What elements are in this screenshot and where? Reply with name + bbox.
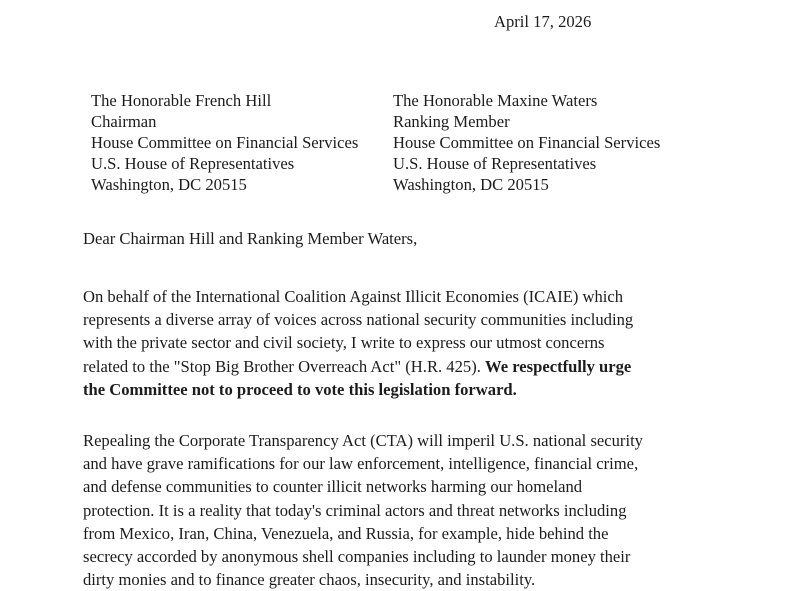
paragraph-line: secrecy accorded by anonymous shell companies including to launder money their bbox=[83, 547, 631, 567]
address-line: Chairman bbox=[91, 112, 157, 131]
salutation: Dear Chairman Hill and Ranking Member Waters, bbox=[83, 229, 418, 248]
emphasis-text: the Committee not to proceed to vote this legislation forward. bbox=[83, 379, 517, 399]
paragraph-cta-repeal bbox=[83, 429, 723, 591]
address-line: The Honorable French Hill bbox=[91, 91, 272, 110]
paragraph-line: Repealing the Corporate Transparency Act (CTA) will imperil U.S. national security bbox=[83, 431, 643, 450]
paragraph-line: with the private sector and civil society, I write to express our utmost concerns bbox=[83, 333, 605, 353]
letter-date: April 17, 2026 bbox=[494, 12, 592, 31]
paragraph-intro bbox=[83, 285, 723, 401]
address-line: The Honorable Maxine Waters bbox=[393, 91, 598, 110]
emphasis-text: We respectfully urge bbox=[485, 356, 632, 376]
paragraph-line: dirty monies and to finance greater chaos, insecurity, and instability. bbox=[83, 570, 536, 590]
address-line: U.S. House of Representatives bbox=[393, 154, 597, 173]
address-line: Washington, DC 20515 bbox=[393, 175, 549, 194]
paragraph-line bbox=[83, 355, 723, 378]
paragraph-line: and defense communities to counter illicit networks harming our homeland bbox=[83, 477, 583, 497]
recipient-address-chairman bbox=[91, 90, 358, 195]
paragraph-line: On behalf of the International Coalition Against Illicit Economies (ICAIE) which bbox=[83, 287, 624, 306]
address-line: House Committee on Financial Services bbox=[393, 133, 661, 152]
paragraph-line bbox=[83, 378, 723, 401]
paragraph-line: protection. It is a reality that today's criminal actors and threat networks including bbox=[83, 500, 627, 520]
recipient-address-ranking-member bbox=[393, 90, 660, 195]
address-line: Washington, DC 20515 bbox=[91, 175, 247, 194]
address-line: House Committee on Financial Services bbox=[91, 133, 359, 152]
paragraph-line: from Mexico, Iran, China, Venezuela, and Russia, for example, hide behind the bbox=[83, 523, 609, 543]
paragraph-line: and have grave ramifications for our law enforcement, intelligence, financial crime, bbox=[83, 454, 639, 474]
paragraph-text: related to the "Stop Big Brother Overreach Act" (H.R. 425). bbox=[83, 356, 486, 376]
address-line: Ranking Member bbox=[393, 112, 510, 131]
address-line: U.S. House of Representatives bbox=[91, 154, 295, 173]
paragraph-line: represents a diverse array of voices across national security communities including bbox=[83, 310, 634, 330]
